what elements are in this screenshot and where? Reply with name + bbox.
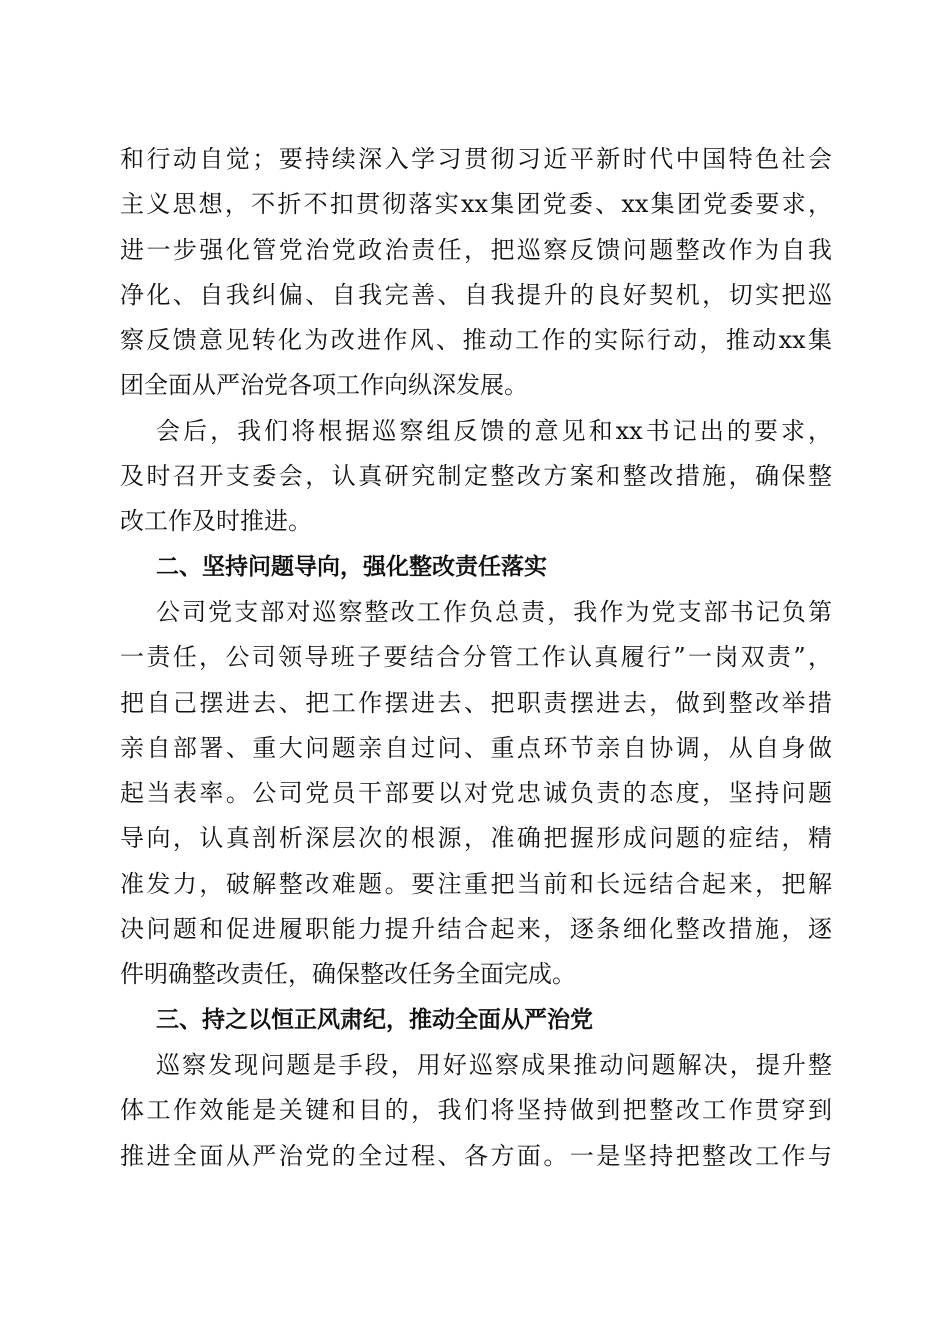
paragraph-line: 导向，认真剖析深层次的根源，准确把握形成问题的症结，精 [120, 824, 832, 853]
section-heading: 三、持之以恒正风肃纪，推动全面从严治党 [156, 1006, 593, 1033]
paragraph-line: 会后，我们将根据巡察组反馈的意见和xx书记出的要求， [156, 416, 832, 445]
paragraph-line: 推进全面从严治党的全过程、各方面。一是坚持把整改工作与 [120, 1141, 832, 1170]
paragraph-line: 准发力，破解整改难题。要注重把当前和长远结合起来，把解 [120, 869, 832, 898]
paragraph-line: 决问题和促进履职能力提升结合起来，逐条细化整改措施，逐 [120, 915, 832, 944]
paragraph-line: 改工作及时推进。 [120, 507, 312, 536]
paragraph-line: 巡察发现问题是手段，用好巡察成果推动问题解决，提升整 [156, 1050, 832, 1079]
paragraph-line: 件明确整改责任，确保整改任务全面完成。 [120, 960, 576, 989]
paragraph-line: 亲自部署、重大问题亲自过问、重点环节亲自协调，从自身做 [120, 733, 832, 762]
paragraph-line: 团全面从严治党各项工作向纵深发展。 [120, 371, 528, 400]
paragraph-line: 净化、自我纠偏、自我完善、自我提升的良好契机，切实把巡 [120, 280, 832, 309]
paragraph-line: 察反馈意见转化为改进作风、推动工作的实际行动，推动xx集 [120, 326, 832, 355]
paragraph-line: 把自己摆进去、把工作摆进去、把职责摆进去，做到整改举措 [120, 688, 832, 717]
section-heading: 二、坚持问题导向，强化整改责任落实 [156, 553, 547, 580]
paragraph-line: 起当表率。公司党员干部要以对党忠诚负责的态度，坚持问题 [120, 779, 832, 808]
paragraph-line: 主义思想，不折不扣贯彻落实xx集团党委、xx集团党委要求， [120, 190, 832, 219]
paragraph-line: 体工作效能是关键和目的，我们将坚持做到把整改工作贯穿到 [120, 1096, 832, 1125]
paragraph-line: 公司党支部对巡察整改工作负总责，我作为党支部书记负第 [156, 597, 832, 626]
paragraph-line: 及时召开支委会，认真研究制定整改方案和整改措施，确保整 [120, 462, 832, 491]
paragraph-line: 和行动自觉；要持续深入学习贯彻习近平新时代中国特色社会 [120, 145, 832, 173]
document-body [120, 137, 832, 1179]
paragraph-line: 进一步强化管党治党政治责任，把巡察反馈问题整改作为自我 [120, 235, 832, 264]
paragraph-line: 一责任，公司领导班子要结合分管工作认真履行”一岗双责”， [120, 643, 832, 672]
